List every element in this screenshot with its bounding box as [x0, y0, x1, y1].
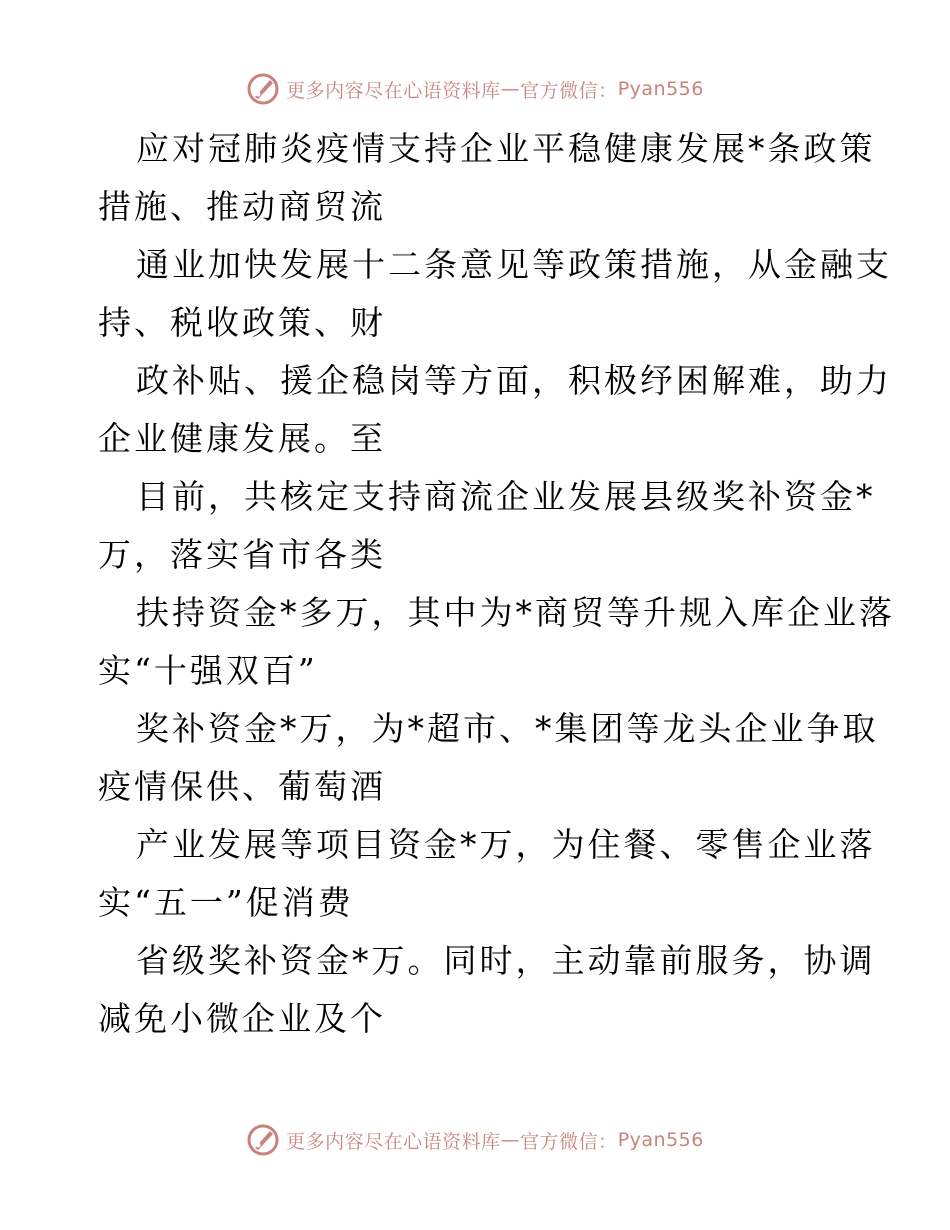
paragraph-line: 扶持资金*多万，其中为*商贸等升规入库企业落 [136, 593, 895, 632]
paragraph [98, 584, 895, 700]
watermark-separator: — [500, 78, 521, 100]
watermark-banner-top [0, 72, 950, 106]
paragraph-line: 实“五一”促消费 [98, 883, 354, 922]
paragraph [98, 236, 892, 352]
document-body [98, 120, 895, 1048]
paragraph [98, 468, 876, 584]
quill-seal-icon [246, 1123, 280, 1157]
paragraph [98, 700, 879, 816]
paragraph-line: 奖补资金*万，为*超市、*集团等龙头企业争取 [136, 709, 879, 748]
paragraph-line: 应对冠肺炎疫情支持企业平稳健康发展*条政策 [136, 129, 876, 168]
watermark-separator: — [500, 1129, 521, 1151]
paragraph-line: 疫情保供、葡萄酒 [98, 767, 386, 806]
paragraph [98, 352, 892, 468]
paragraph-line: 政补贴、援企稳岗等方面，积极纾困解难，助力 [136, 361, 892, 400]
watermark-wechat-label: 官方微信： [520, 79, 618, 102]
watermark-wechat-id: Pyan556 [617, 78, 704, 100]
paragraph-line: 措施、推动商贸流 [98, 187, 386, 226]
watermark-text: 更多内容尽在心语资料库 [286, 1130, 501, 1153]
paragraph-line: 实“十强双百” [98, 651, 318, 690]
paragraph-line: 省级奖补资金*万。同时，主动靠前服务，协调 [136, 941, 876, 980]
watermark-banner-bottom [0, 1123, 950, 1157]
paragraph-line: 企业健康发展。至 [98, 419, 386, 458]
paragraph-line: 减免小微企业及个 [98, 999, 386, 1038]
paragraph [98, 932, 876, 1048]
watermark-wechat-id: Pyan556 [617, 1129, 704, 1151]
paragraph-line: 持、税收政策、财 [98, 303, 386, 342]
quill-seal-icon [246, 72, 280, 106]
paragraph [98, 816, 876, 932]
paragraph-line: 产业发展等项目资金*万，为住餐、零售企业落 [136, 825, 876, 864]
watermark-text: 更多内容尽在心语资料库 [286, 79, 501, 102]
paragraph-line: 万，落实省市各类 [98, 535, 386, 574]
paragraph-line: 通业加快发展十二条意见等政策措施，从金融支 [136, 245, 892, 284]
paragraph-line: 目前，共核定支持商流企业发展县级奖补资金* [136, 477, 876, 516]
watermark-wechat-label: 官方微信： [520, 1130, 618, 1153]
paragraph [98, 120, 876, 236]
